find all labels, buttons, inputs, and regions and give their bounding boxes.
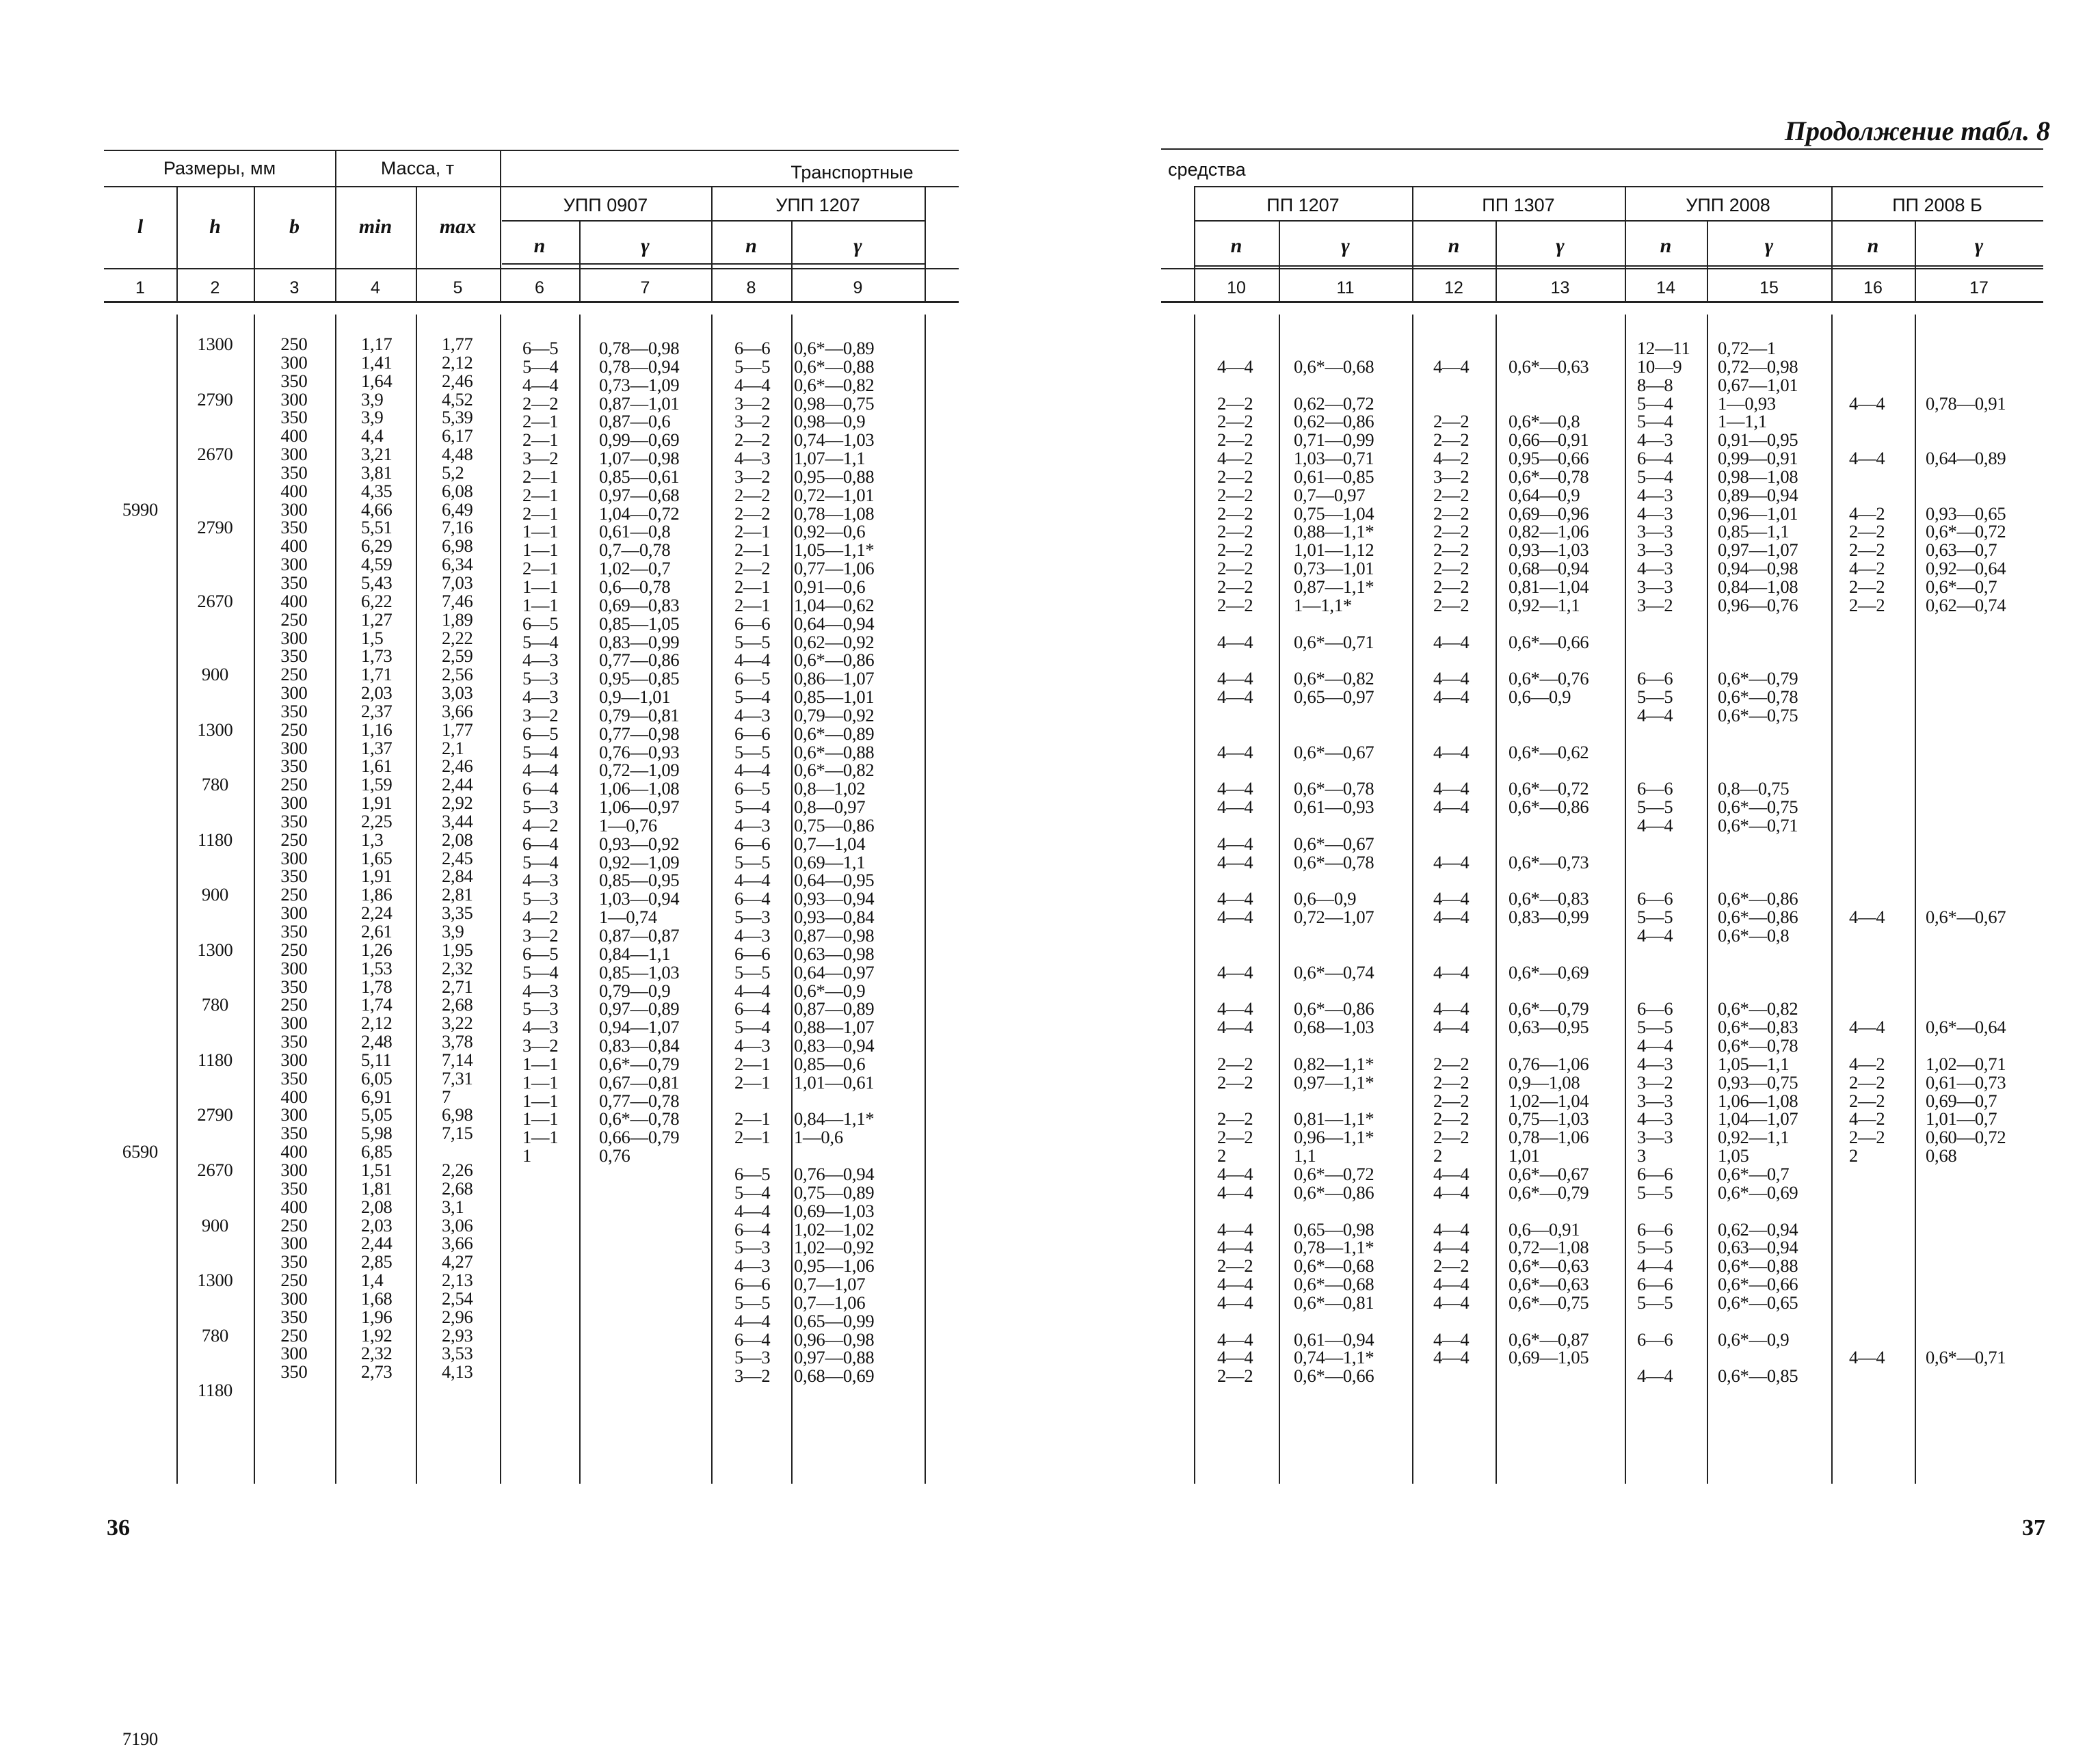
header-n: n [1867, 235, 1879, 257]
column-number: 2 [210, 278, 220, 297]
rule [711, 315, 713, 1484]
rule [925, 315, 926, 1484]
header-pp2008b: ПП 2008 Б [1892, 195, 1982, 215]
header-mass: Масса, т [380, 158, 455, 178]
rule [254, 315, 255, 1484]
rule [1161, 148, 2043, 150]
header-pp1207: ПП 1207 [1266, 195, 1340, 215]
rule [1496, 315, 1497, 1484]
column-pp2008b-gamma: 0,78—0,91 0,64—0,89 0,93—0,65 0,6*—0,72 0,63—0,7 0,92—0,64 0,6*—0,7 0,62—0,74 0,6*—0,67 0,6*—0,64 1,02—0,71 0,61—0,73 0,69—0,7 1,01—0,7 0,60—0,72 0,68 0,6*—0,71 [1926, 392, 2006, 1368]
column-pp1207-n: 4—4 2—2 2—2 2—2 4—2 2—2 2—2 2—2 2—2 2—2 2—2 2—2 2—2 4—4 4—4 4—4 4—4 4—4 4—4 4—4 4—4 4—4 4—4 4—4 4—4 4—4 2—2 2—2 2—2 2—2 2 4—4 4—4 4—4 4—4 2—2 4—4 4—4 4—4 4—4 2—2 [1217, 356, 1253, 1387]
header-min: min [358, 215, 393, 238]
rule [1915, 315, 1916, 1484]
header-n: n [745, 235, 757, 257]
rule [1161, 268, 2043, 269]
column-number: 6 [535, 278, 544, 297]
rule [335, 315, 336, 1484]
rule [104, 150, 959, 151]
header-gamma: γ [1974, 235, 1984, 257]
column-pp2008b-n: 4—4 4—4 4—2 2—2 2—2 4—2 2—2 2—2 4—4 4—4 4—2 2—2 2—2 4—2 2—2 2 4—4 [1849, 392, 1885, 1368]
column-upp1207-gamma: 0,6*—0,89 0,6*—0,88 0,6*—0,82 0,98—0,75 0,98—0,9 0,74—1,03 1,07—1,1 0,95—0,88 0,72—1,01 0,78—1,08 0,92—0,6 1,05—1,1* 0,77—1,06 0,91—0,6 1,04—0,62 0,64—0,94 0,62—0,92 0,6*—0,86 0,86—1,07 0,85—1,01 0,79—0,92 0,6*—0,89 0,6*—0,88 0,6*—0,82 0,8—1,02 0,8—0,97 0,75—0,86 0,7—1,04 0,69—1,1 0,64—0,95 0,93—0,94 0,93—0,84 0,87—0,98 0,63—0,98 0,64—0,97 0,6*—0,9 0,87—0,89 0,88—1,07 0,83—0,94 0,85—0,6 1,01—0,61 0,84—1,1* 1—0,6 0,76—0,94 0,75—0,89 0,69—1,03 1,02—1,02 1,02—0,92 0,95—1,06 0,7—1,07 0,7—1,06 0,65—0,99 0,96—0,98 0,97—0,88 0,68—0,69 [794, 338, 875, 1387]
rule [1625, 315, 1626, 1484]
header-h: h [209, 215, 221, 238]
header-upp1207: УПП 1207 [775, 195, 860, 215]
rule [104, 268, 959, 269]
rule [791, 315, 793, 1484]
column-b: 250 300 350 300 350 400 300 350 400 300 350 400 300 350 400 250 300 350 250 300 350 250 300 350 250 300 350 250 300 350 250 300 350 250 300 350 250 300 350 300 350 400 300 350 400 300 350 400 250 300 350 250 300 350 250 300 350 [280, 334, 308, 1383]
rule [502, 263, 925, 265]
header-n: n [533, 235, 546, 257]
right-page [1050, 0, 2100, 1615]
rule [1194, 186, 2043, 187]
column-pp1307-gamma: 0,6*—0,63 0,6*—0,8 0,66—0,91 0,95—0,66 0,6*—0,78 0,64—0,9 0,69—0,96 0,82—1,06 0,93—1,03 0,68—0,94 0,81—1,04 0,92—1,1 0,6*—0,66 0,6*—0,76 0,6—0,9 0,6*—0,62 0,6*—0,72 0,6*—0,86 0,6*—0,73 0,6*—0,83 0,83—0,99 0,6*—0,69 0,6*—0,79 0,63—0,95 0,76—1,06 0,9—1,08 1,02—1,04 0,75—1,03 0,78—1,06 1,01 0,6*—0,67 0,6*—0,79 0,6—0,91 0,72—1,08 0,6*—0,63 0,6*—0,63 0,6*—0,75 0,6*—0,87 0,69—1,05 [1508, 356, 1589, 1368]
header-l: l [137, 215, 144, 238]
column-number: 17 [1969, 278, 1989, 297]
header-gamma: γ [1556, 235, 1565, 257]
header-upp2008: УПП 2008 [1686, 195, 1770, 215]
header-max: max [439, 215, 477, 238]
column-upp2008-gamma: 0,72—1 0,72—0,98 0,67—1,01 1—0,93 1—1,1 0,91—0,95 0,99—0,91 0,98—1,08 0,89—0,94 0,96—1,01 0,85—1,1 0,97—1,07 0,94—0,98 0,84—1,08 0,96—0,76 0,6*—0,79 0,6*—0,78 0,6*—0,75 0,8—0,75 0,6*—0,75 0,6*—0,71 0,6*—0,86 0,6*—0,86 0,6*—0,8 0,6*—0,82 0,6*—0,83 0,6*—0,78 1,05—1,1 0,93—0,75 1,06—1,08 1,04—1,07 0,92—1,1 1,05 0,6*—0,7 0,6*—0,69 0,62—0,94 0,63—0,94 0,6*—0,88 0,6*—0,66 0,6*—0,65 0,6*—0,9 0,6*—0,85 [1718, 338, 1798, 1387]
column-number: 5 [453, 278, 463, 297]
column-upp2008-n: 12—11 10—9 8—8 5—4 5—4 4—3 6—4 5—4 4—3 4—3 3—3 3—3 4—3 3—3 3—2 6—6 5—5 4—4 6—6 5—5 4—4 6—6 5—5 4—4 6—6 5—5 4—4 4—3 3—2 3—3 4—3 3—3 3 6—6 5—5 6—6 5—5 4—4 6—6 5—5 6—6 4—4 [1637, 338, 1690, 1387]
column-number: 11 [1336, 278, 1355, 297]
header-transport-cont: средства [1168, 159, 1246, 180]
column-number: 14 [1656, 278, 1675, 297]
column-mass-min: 1,17 1,41 1,64 3,9 3,9 4,4 3,21 3,81 4,35 4,66 5,51 6,29 4,59 5,43 6,22 1,27 1,5 1,73 1,71 2,03 2,37 1,16 1,37 1,61 1,59 1,91 2,25 1,3 1,65 1,91 1,86 2,24 2,61 1,26 1,53 1,78 1,74 2,12 2,48 5,11 6,05 6,91 5,05 5,98 6,85 1,51 1,81 2,08 2,03 2,44 2,85 1,4 1,68 1,96 1,92 2,32 2,73 [361, 334, 393, 1383]
header-gamma: γ [1341, 235, 1350, 257]
rule [416, 315, 417, 1484]
page-title: Продолжение табл. 8 [1784, 116, 2050, 146]
header-sizes: Размеры, мм [163, 158, 276, 178]
rule [1412, 315, 1413, 1484]
rule [502, 220, 925, 222]
column-l: 5990 6590 7190 [122, 498, 159, 1749]
column-upp1207-n: 6—6 5—5 4—4 3—2 3—2 2—2 4—3 3—2 2—2 2—2 2—1 2—1 2—2 2—1 2—1 6—6 5—5 4—4 6—5 5—4 4—3 6—6 5—5 4—4 6—5 5—4 4—3 6—6 5—5 4—4 6—4 5—3 4—3 6—6 5—5 4—4 6—4 5—4 4—3 2—1 2—1 2—1 2—1 6—5 5—4 4—4 6—4 5—3 4—3 6—6 5—5 4—4 6—4 5—3 3—2 [734, 338, 771, 1387]
rule [1279, 315, 1280, 1484]
column-number: 4 [371, 278, 380, 297]
header-gamma: γ [1764, 235, 1774, 257]
column-number: 13 [1550, 278, 1570, 297]
column-upp0907-gamma: 0,78—0,98 0,78—0,94 0,73—1,09 0,87—1,01 0,87—0,6 0,99—0,69 1,07—0,98 0,85—0,61 0,97—0,68 1,04—0,72 0,61—0,8 0,7—0,78 1,02—0,7 0,6—0,78 0,69—0,83 0,85—1,05 0,83—0,99 0,77—0,86 0,95—0,85 0,9—1,01 0,79—0,81 0,77—0,98 0,76—0,93 0,72—1,09 1,06—1,08 1,06—0,97 1—0,76 0,93—0,92 0,92—1,09 0,85—0,95 1,03—0,94 1—0,74 0,87—0,87 0,84—1,1 0,85—1,03 0,79—0,9 0,97—0,89 0,94—1,07 0,83—0,84 0,6*—0,79 0,67—0,81 0,77—0,78 0,6*—0,78 0,66—0,79 0,76 [599, 338, 680, 1166]
column-h: 1300 2790 2670 2790 2670 900 1300 780 1180 900 1300 780 1180 2790 2670 900 1300 780 1180 [197, 334, 233, 1401]
column-number: 16 [1863, 278, 1883, 297]
column-number: 12 [1444, 278, 1463, 297]
header-n: n [1230, 235, 1242, 257]
column-number: 15 [1759, 278, 1779, 297]
rule [1831, 315, 1833, 1484]
column-number: 8 [746, 278, 756, 297]
column-number: 7 [640, 278, 650, 297]
column-pp1307-n: 4—4 2—2 2—2 4—2 3—2 2—2 2—2 2—2 2—2 2—2 2—2 2—2 4—4 4—4 4—4 4—4 4—4 4—4 4—4 4—4 4—4 4—4 4—4 4—4 2—2 2—2 2—2 2—2 2—2 2 4—4 4—4 4—4 4—4 2—2 4—4 4—4 4—4 4—4 [1433, 356, 1470, 1368]
page-number: 36 [107, 1515, 130, 1540]
header-gamma: γ [853, 235, 862, 257]
page-number: 37 [2022, 1515, 2045, 1540]
rule [500, 315, 501, 1484]
header-b: b [289, 215, 300, 238]
column-mass-max: 1,77 2,12 2,46 4,52 5,39 6,17 4,48 5,2 6,08 6,49 7,16 6,98 6,34 7,03 7,46 1,89 2,22 2,59 2,56 3,03 3,66 1,77 2,1 2,46 2,44 2,92 3,44 2,08 2,45 2,84 2,81 3,35 3,9 1,95 2,32 2,71 2,68 3,22 3,78 7,14 7,31 7 6,98 7,15 2,26 2,68 3,1 3,06 3,66 4,27 2,13 2,54 2,96 2,93 3,53 4,13 [442, 334, 473, 1383]
header-n: n [1660, 235, 1672, 257]
header-pp1307: ПП 1307 [1482, 195, 1555, 215]
rule [1161, 301, 2043, 303]
header-n: n [1448, 235, 1460, 257]
rule [104, 186, 959, 187]
rule [1194, 315, 1195, 1484]
column-number: 1 [135, 278, 145, 297]
rule [104, 301, 959, 303]
header-upp0907: УПП 0907 [563, 195, 648, 215]
column-upp0907-n: 6—5 5—4 4—4 2—2 2—1 2—1 3—2 2—1 2—1 2—1 1—1 1—1 2—1 1—1 1—1 6—5 5—4 4—3 5—3 4—3 3—2 6—5 5—4 4—4 6—4 5—3 4—2 6—4 5—4 4—3 5—3 4—2 3—2 6—5 5—4 4—3 5—3 4—3 3—2 1—1 1—1 1—1 1—1 1—1 1 [522, 338, 559, 1166]
column-number: 10 [1227, 278, 1246, 297]
rule [1707, 315, 1708, 1484]
header-gamma: γ [641, 235, 650, 257]
rule [579, 315, 581, 1484]
column-pp1207-gamma: 0,6*—0,68 0,62—0,72 0,62—0,86 0,71—0,99 1,03—0,71 0,61—0,85 0,7—0,97 0,75—1,04 0,88—1,1* 1,01—1,12 0,73—1,01 0,87—1,1* 1—1,1* 0,6*—0,71 0,6*—0,82 0,65—0,97 0,6*—0,67 0,6*—0,78 0,61—0,93 0,6*—0,67 0,6*—0,78 0,6—0,9 0,72—1,07 0,6*—0,74 0,6*—0,86 0,68—1,03 0,82—1,1* 0,97—1,1* 0,81—1,1* 0,96—1,1* 1,1 0,6*—0,72 0,6*—0,86 0,65—0,98 0,78—1,1* 0,6*—0,68 0,6*—0,68 0,6*—0,81 0,61—0,94 0,74—1,1* 0,6*—0,66 [1294, 356, 1374, 1387]
column-number: 3 [289, 278, 300, 297]
column-number: 9 [853, 278, 863, 297]
header-transport: Транспортные [790, 162, 914, 183]
rule [925, 186, 926, 301]
